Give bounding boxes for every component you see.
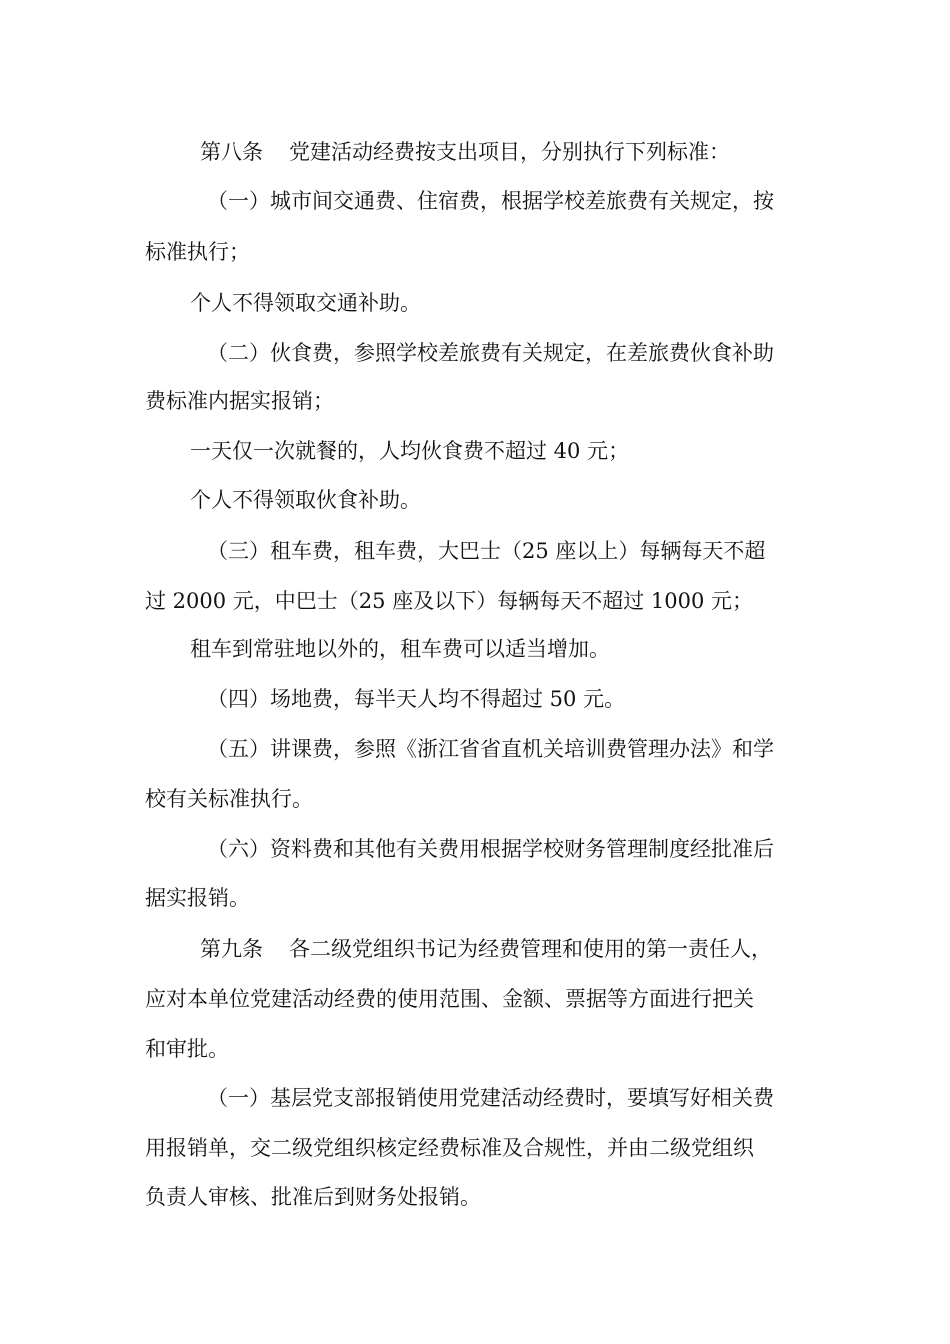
item-2-line-1: （二）伙食费，参照学校差旅费有关规定，在差旅费伙食补助 [207, 341, 774, 365]
article-9-item-1-line-3: 负责人审核、批准后到财务处报销。 [145, 1185, 481, 1209]
item-2-note-1: 一天仅一次就餐的，人均伙食费不超过 40 元； [190, 439, 630, 463]
item-1-note: 个人不得领取交通补助。 [190, 291, 421, 315]
item-1-line-1: （一）城市间交通费、住宿费，根据学校差旅费有关规定，按 [207, 189, 774, 213]
item-3-line-2: 过 2000 元，中巴士（25 座及以下）每辆每天不超过 1000 元； [145, 589, 753, 613]
article-8-heading: 第八条 [200, 140, 263, 164]
article-9-heading: 第九条 [200, 937, 263, 961]
item-6-line-2: 据实报销。 [145, 886, 250, 910]
item-3-line-1: （三）租车费，租车费，大巴士（25 座以上）每辆每天不超 [207, 539, 766, 563]
item-5-line-1: （五）讲课费，参照《浙江省省直机关培训费管理办法》和学 [207, 737, 774, 761]
article-8-text: 党建活动经费按支出项目，分别执行下列标准： [289, 140, 730, 164]
item-1-line-2: 标准执行； [145, 240, 250, 264]
item-2-line-2: 费标准内据实报销； [145, 389, 334, 413]
article-9-item-1-line-2: 用报销单，交二级党组织核定经费标准及合规性，并由二级党组织 [145, 1136, 754, 1160]
article-9-text: 各二级党组织书记为经费管理和使用的第一责任人， [289, 937, 772, 961]
item-2-note-2: 个人不得领取伙食补助。 [190, 488, 421, 512]
article-9-line-1 [200, 934, 772, 964]
article-9-item-1-line-1: （一）基层党支部报销使用党建活动经费时，要填写好相关费 [207, 1086, 774, 1110]
article-9-line-2: 应对本单位党建活动经费的使用范围、金额、票据等方面进行把关 [145, 987, 754, 1011]
item-4-line: （四）场地费，每半天人均不得超过 50 元。 [207, 687, 626, 711]
article-8-line [200, 137, 730, 167]
item-6-line-1: （六）资料费和其他有关费用根据学校财务管理制度经批准后 [207, 837, 774, 861]
article-9-line-3: 和审批。 [145, 1037, 229, 1061]
item-3-note: 租车到常驻地以外的，租车费可以适当增加。 [190, 637, 610, 661]
item-5-line-2: 校有关标准执行。 [145, 787, 313, 811]
